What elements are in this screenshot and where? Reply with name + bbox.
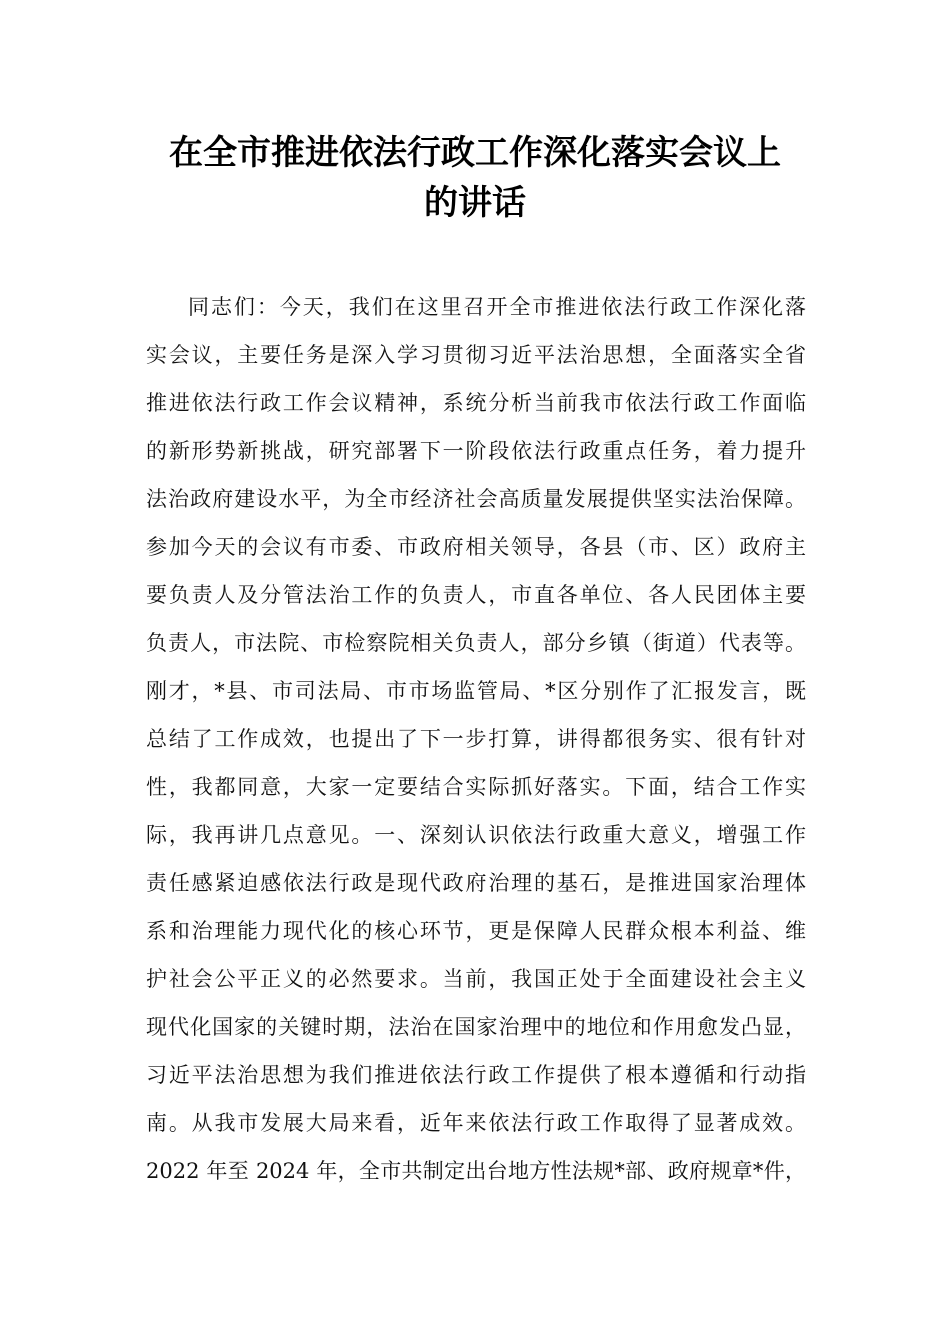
body-line: 际，我再讲几点意见。一、深刻认识依法行政重大意义，增强工作 <box>146 823 806 847</box>
body-line: 现代化国家的关键时期，法治在国家治理中的地位和作用愈发凸显， <box>146 1015 806 1039</box>
body-line: 负责人，市法院、市检察院相关负责人，部分乡镇（街道）代表等。 <box>146 631 806 655</box>
body-line: 刚才，*县、市司法局、市市场监管局、*区分别作了汇报发言，既 <box>146 679 806 703</box>
body-line: 推进依法行政工作会议精神，系统分析当前我市依法行政工作面临 <box>146 391 806 415</box>
title-line-2: 的讲话 <box>424 183 526 223</box>
body-line: 总结了工作成效，也提出了下一步打算，讲得都很务实、很有针对 <box>146 727 806 751</box>
body-line: 责任感紧迫感依法行政是现代政府治理的基石，是推进国家治理体 <box>146 871 806 895</box>
title-line-1: 在全市推进依法行政工作深化落实会议上 <box>169 133 781 173</box>
body-line: 实会议，主要任务是深入学习贯彻习近平法治思想，全面落实全省 <box>146 343 806 367</box>
body-line: 的新形势新挑战，研究部署下一阶段依法行政重点任务，着力提升 <box>146 439 806 463</box>
body-line: 南。从我市发展大局来看，近年来依法行政工作取得了显著成效。 <box>146 1111 806 1135</box>
body-line: 性，我都同意，大家一定要结合实际抓好落实。下面，结合工作实 <box>146 775 806 799</box>
document-body <box>146 283 806 1195</box>
body-line: 要负责人及分管法治工作的负责人，市直各单位、各人民团体主要 <box>146 583 806 607</box>
document-title <box>140 128 810 228</box>
body-line: 同志们：今天，我们在这里召开全市推进依法行政工作深化落 <box>188 295 806 319</box>
body-line: 参加今天的会议有市委、市政府相关领导，各县（市、区）政府主 <box>146 535 806 559</box>
body-line: 系和治理能力现代化的核心环节，更是保障人民群众根本利益、维 <box>146 919 806 943</box>
body-line: 法治政府建设水平，为全市经济社会高质量发展提供坚实法治保障。 <box>146 487 806 511</box>
body-line: 习近平法治思想为我们推进依法行政工作提供了根本遵循和行动指 <box>146 1063 806 1087</box>
body-line: 护社会公平正义的必然要求。当前，我国正处于全面建设社会主义 <box>146 967 806 991</box>
body-line: 2022 年至 2024 年，全市共制定出台地方性法规*部、政府规章*件， <box>146 1159 806 1183</box>
